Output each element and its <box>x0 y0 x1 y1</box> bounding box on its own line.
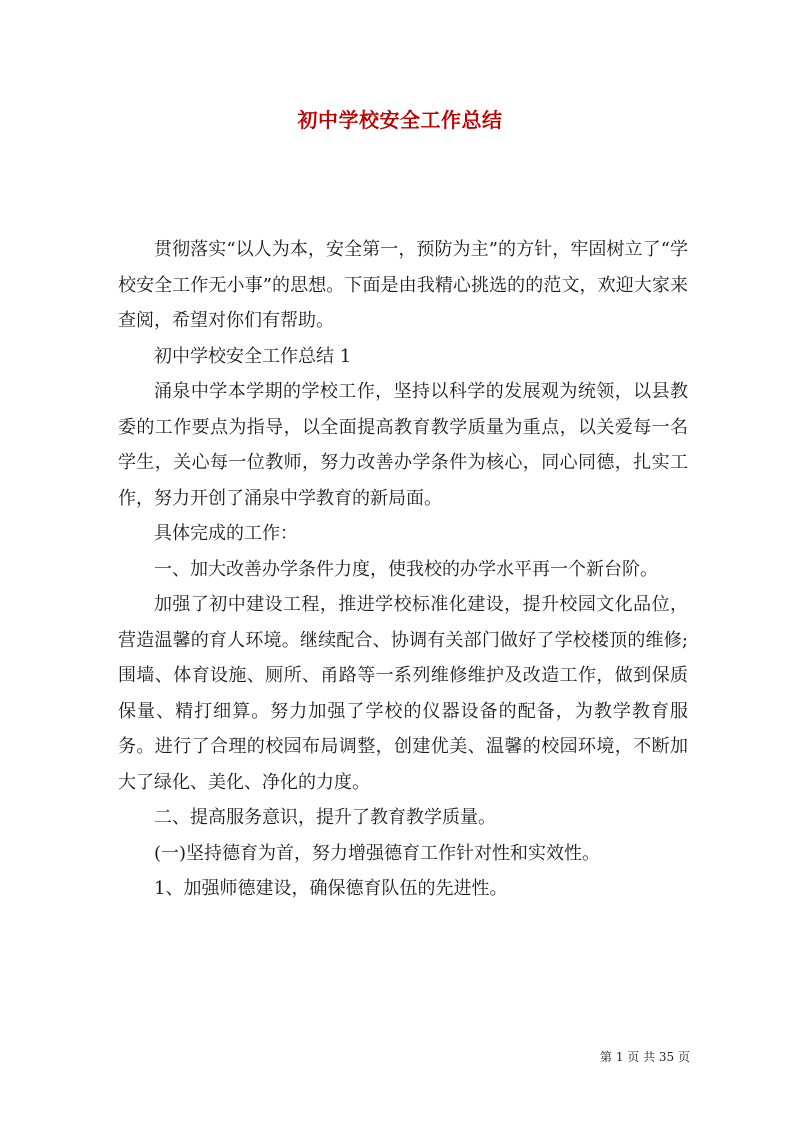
document-title: 初中学校安全工作总结 <box>297 108 503 132</box>
paragraph-overview: 涌泉中学本学期的学校工作，坚持以科学的发展观为统领，以县教委的工作要点为指导，以全面提高教育教学质量为重点，以关爱每一名学生，关心每一位教师，努力改善办学条件为核心，同心同德，扎实工作，努力开创了涌泉中学教育的新局面。 <box>118 381 688 509</box>
paragraph-teacher-ethics: 1、加强师德建设，确保德育队伍的先进性。 <box>154 878 508 899</box>
paragraph-intro: 贯彻落实“以人为本，安全第一，预防为主”的方针，牢固树立了“学校安全工作无小事”的思想。下面是由我精心挑选的的范文，欢迎大家来查阅，希望对你们有帮助。 <box>118 239 688 331</box>
paragraph-completed-work: 具体完成的工作： <box>154 523 298 544</box>
page-number: 第 1 页 共 35 页 <box>600 1050 690 1064</box>
document-body <box>118 232 688 907</box>
paragraph-moral-education: (一)坚持德育为首，努力增强德育工作针对性和实效性。 <box>154 842 601 864</box>
paragraph-section-heading: 初中学校安全工作总结 1 <box>154 345 352 367</box>
paragraph-construction: 加强了初中建设工程，推进学校标准化建设，提升校园文化品位，营造温馨的育人环境。继续配合、协调有关部门做好了学校楼顶的维修;围墙、体育设施、厕所、甬路等一系列维修维护及改造工作，做到保质保量、精打细算。努力加强了学校的仪器设备的配备，为教学教育服务。进行了合理的校园布局调整，创建优美、温馨的校园环境，不断加大了绿化、美化、净化的力度。 <box>118 594 688 793</box>
paragraph-item-two: 二、提高服务意识，提升了教育教学质量。 <box>154 807 496 828</box>
paragraph-item-one: 一、加大改善办学条件力度，使我校的办学水平再一个新台阶。 <box>154 558 658 580</box>
